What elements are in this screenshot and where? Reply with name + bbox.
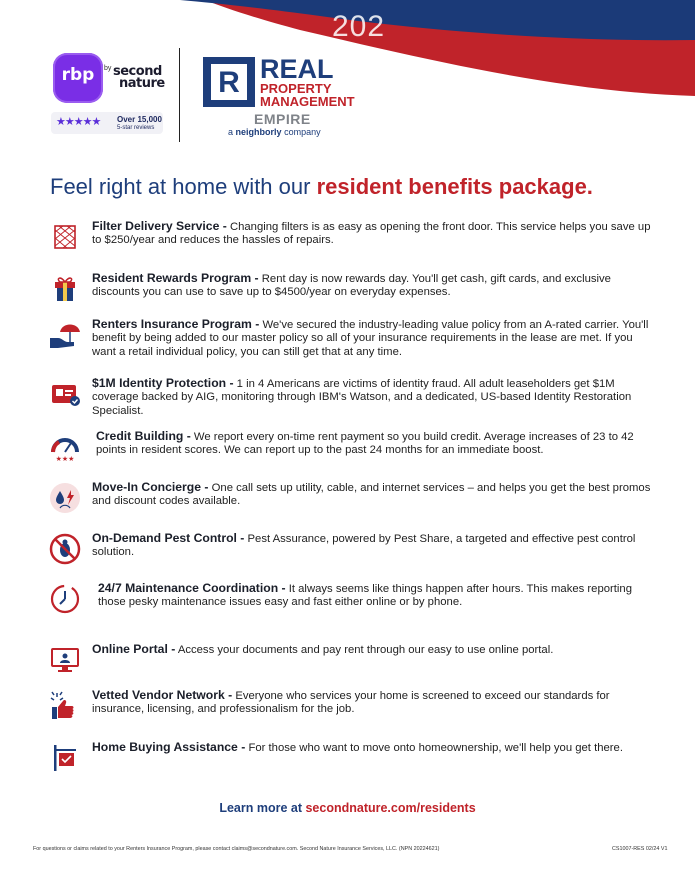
benefit-description: One call sets up utility, cable, and internet services – and helps you get the best promos and discount codes available.	[92, 482, 651, 508]
benefit-description: We report every on-time rent payment so you build credit. Average increases of 23 to 42 points in resident scores. We can report up to the past 24 months for an immediate boost.	[96, 431, 634, 457]
thumbs-up-icon	[48, 689, 82, 723]
rating-count: Over 15,000	[117, 115, 162, 124]
learn-more-line: Learn more at secondnature.com/residents	[219, 801, 476, 815]
benefit-title: Renters Insurance Program -	[92, 317, 260, 331]
rbp-by-text: by	[104, 65, 112, 72]
disclaimer-text: For questions or claims related to your Renters Insurance Program, please contact claims@secondnature.com. Second Nature Insurance Services, LLC. (NPN 20224621)	[33, 846, 440, 852]
rating-label: 5-star reviews	[117, 125, 155, 131]
credit-gauge-icon	[48, 430, 82, 464]
benefit-description: Everyone who services your home is screened to exceed our standards for insurance, licensing, and professionalism for the job.	[92, 690, 610, 716]
rating-badge	[51, 112, 163, 134]
svg-text:★★★: ★★★	[55, 456, 75, 463]
benefit-title: On-Demand Pest Control -	[92, 531, 245, 545]
year-watermark: 202	[332, 10, 386, 43]
document-code: CS1007-RES 02/24 V1	[612, 846, 668, 852]
monitor-icon	[48, 643, 82, 677]
benefit-description: For those who want to move onto homeownership, we'll help you get there.	[248, 742, 623, 754]
benefit-title: 24/7 Maintenance Coordination -	[98, 581, 286, 595]
benefit-description: Changing filters is as easy as opening the front door. This service helps you save up to $250/year and reduces the hassles of repairs.	[92, 221, 651, 247]
benefit-title: Resident Rewards Program -	[92, 271, 259, 285]
rpm-real-text: REAL	[260, 54, 334, 84]
umbrella-hand-icon	[48, 318, 82, 352]
no-pest-icon	[48, 532, 82, 566]
gift-icon	[48, 272, 82, 306]
benefit-description: Rent day is now rewards day. You'll get cash, gift cards, and exclusive discounts you can use to save up to $4500/year on everyday expenses.	[92, 273, 611, 299]
neighborly-tagline: a neighborly company	[228, 127, 321, 137]
benefit-description: We've secured the industry-leading value policy from an A-rated carrier. You'll benefit by being added to our master policy so all of your insurance requirements in the lease are met. If you want a retail individual policy, you can still get that at any time.	[92, 319, 649, 358]
rpm-empire-text: EMPIRE	[254, 111, 311, 127]
rpm-management-text: MANAGEMENT	[260, 94, 355, 109]
benefit-title: Home Buying Assistance -	[92, 740, 246, 754]
benefit-title: $1M Identity Protection -	[92, 376, 234, 390]
page-title: Feel right at home with our resident benefits package.	[50, 174, 593, 199]
benefit-title: Move-In Concierge -	[92, 480, 209, 494]
id-protection-icon	[48, 377, 82, 411]
benefit-description: It always seems like things happen after hours. This makes reporting those pesky maintenance issues easy and fast either online or by phone.	[98, 583, 632, 609]
benefit-title: Filter Delivery Service -	[92, 219, 227, 233]
benefit-title: Online Portal -	[92, 642, 176, 656]
benefit-description: Pest Assurance, powered by Pest Share, a targeted and effective pest control solution.	[92, 533, 636, 559]
second-nature-wordmark: second nature	[113, 64, 165, 91]
rpm-property-text: PROPERTY	[260, 81, 332, 96]
home-sign-icon	[48, 741, 82, 775]
clock-icon	[48, 582, 82, 616]
rpm-r-mark: R	[203, 57, 255, 107]
residents-link[interactable]: secondnature.com/residents	[305, 801, 476, 815]
utilities-icon	[48, 481, 82, 515]
benefit-description: 1 in 4 Americans are victims of identity fraud. All adult leaseholders get $1M coverage backed by AIG, monitoring through IBM's Watson, and a dedicated, US-based Identity Restoration Specialist.	[92, 378, 632, 417]
stars-icon: ★★★★★	[56, 116, 101, 128]
logo-divider	[179, 48, 180, 142]
headline-highlight: resident benefits package.	[316, 174, 593, 199]
benefit-title: Credit Building -	[96, 429, 191, 443]
rbp-badge: rbp	[53, 53, 103, 103]
benefit-title: Vetted Vendor Network -	[92, 688, 233, 702]
filter-icon	[48, 220, 82, 254]
benefit-description: Access your documents and pay rent through our easy to use online portal.	[177, 644, 554, 656]
